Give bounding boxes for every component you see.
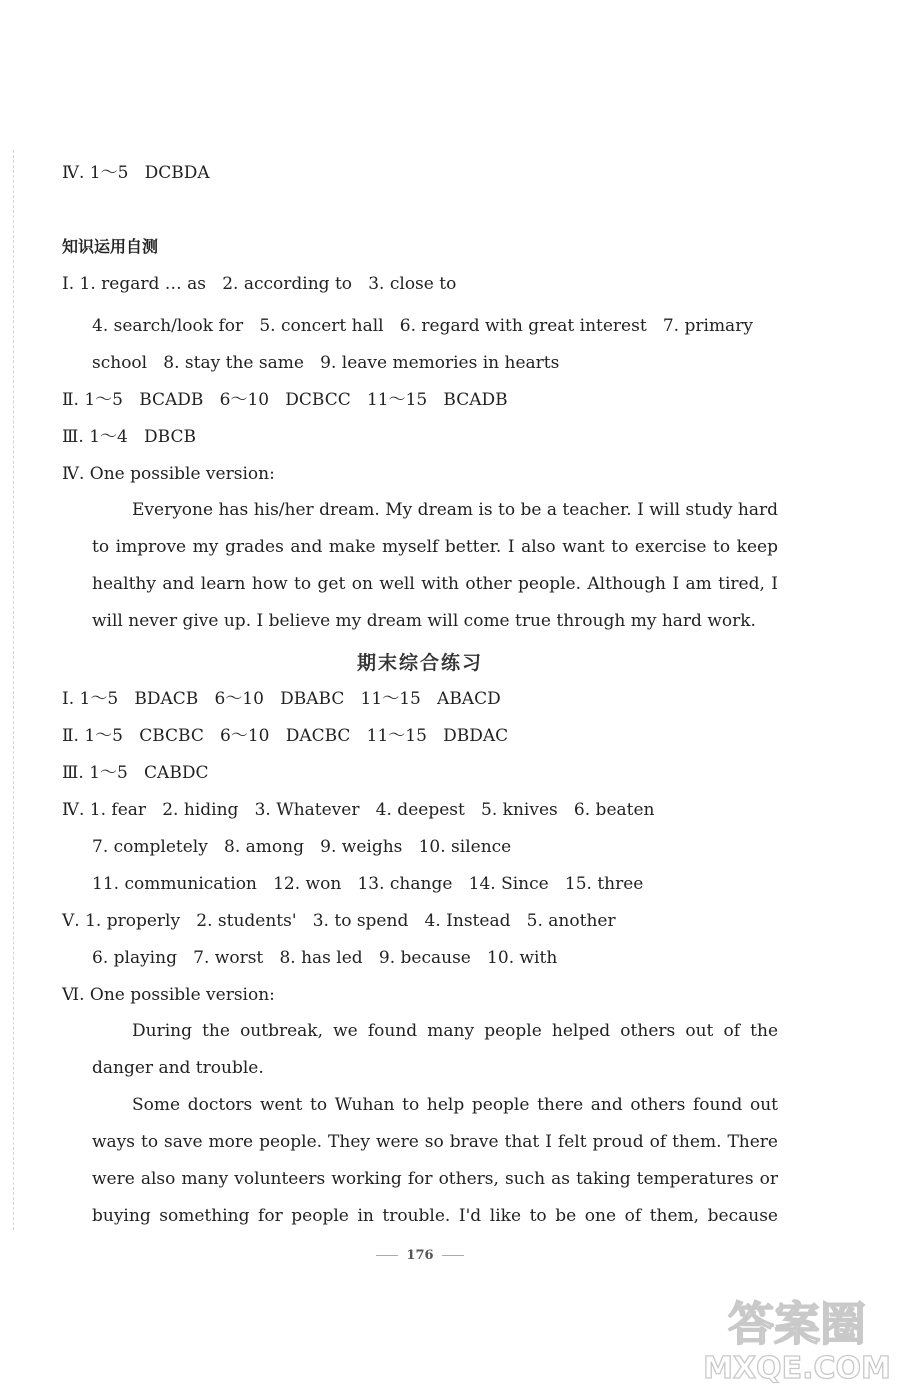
answer-line-ii: Ⅱ. 1～5 BCADB 6～10 DCBCC 11～15 BCADB	[62, 390, 508, 410]
page-number: 176	[0, 1248, 840, 1263]
essay-line: danger and trouble.	[92, 1058, 264, 1078]
final-answer-i: Ⅰ. 1～5 BDACB 6～10 DBABC 11～15 ABACD	[62, 689, 501, 709]
answer-line-i-cont2: school 8. stay the same 9. leave memories in hearts	[92, 353, 560, 373]
final-answer-v: Ⅴ. 1. properly 2. students' 3. to spend 4. Instead 5. another	[62, 911, 616, 931]
essay-line: will never give up. I believe my dream will come true through my hard work.	[92, 611, 756, 631]
answer-line-iv-prev: Ⅳ. 1～5 DCBDA	[62, 163, 210, 183]
final-answer-iv-cont2: 11. communication 12. won 13. change 14. Since 15. three	[92, 874, 644, 894]
essay-line: Everyone has his/her dream. My dream is to be a teacher. I will study hard	[132, 500, 778, 520]
answer-line-iii: Ⅲ. 1～4 DBCB	[62, 427, 196, 447]
final-answer-vi: Ⅵ. One possible version:	[62, 985, 275, 1005]
answer-line-i-cont1: 4. search/look for 5. concert hall 6. regard with great interest 7. primary	[92, 316, 753, 336]
answer-line-i: Ⅰ. 1. regard … as 2. according to 3. close to	[62, 274, 457, 294]
final-answer-v-cont: 6. playing 7. worst 8. has led 9. because 10. with	[92, 948, 558, 968]
final-answer-iv: Ⅳ. 1. fear 2. hiding 3. Whatever 4. deepest 5. knives 6. beaten	[62, 800, 655, 820]
essay-line: During the outbreak, we found many people helped others out of the	[132, 1021, 778, 1041]
essay-line: healthy and learn how to get on well with other people. Although I am tired, I	[92, 574, 778, 594]
section-heading: 知识运用自测	[62, 237, 159, 256]
watermark-text-top: 答案圈	[728, 1297, 866, 1351]
final-answer-iii: Ⅲ. 1～5 CABDC	[62, 763, 209, 783]
page-title: 期末综合练习	[356, 652, 483, 674]
essay-line: buying something for people in trouble. I'd like to be one of them, because	[92, 1206, 778, 1226]
essay-line: were also many volunteers working for others, such as taking temperatures or	[92, 1169, 778, 1189]
answer-line-iv: Ⅳ. One possible version:	[62, 464, 275, 484]
essay-line: ways to save more people. They were so brave that I felt proud of them. There	[92, 1132, 778, 1152]
essay-line: Some doctors went to Wuhan to help people there and others found out	[132, 1095, 778, 1115]
page-edge-line	[13, 150, 14, 1230]
final-answer-ii: Ⅱ. 1～5 CBCBC 6～10 DACBC 11～15 DBDAC	[62, 726, 509, 746]
final-answer-iv-cont1: 7. completely 8. among 9. weighs 10. silence	[92, 837, 512, 857]
essay-line: to improve my grades and make myself better. I also want to exercise to keep	[92, 537, 778, 557]
watermark-text-bottom: MXQE.COM	[703, 1351, 891, 1385]
watermark-logo	[702, 1290, 892, 1385]
